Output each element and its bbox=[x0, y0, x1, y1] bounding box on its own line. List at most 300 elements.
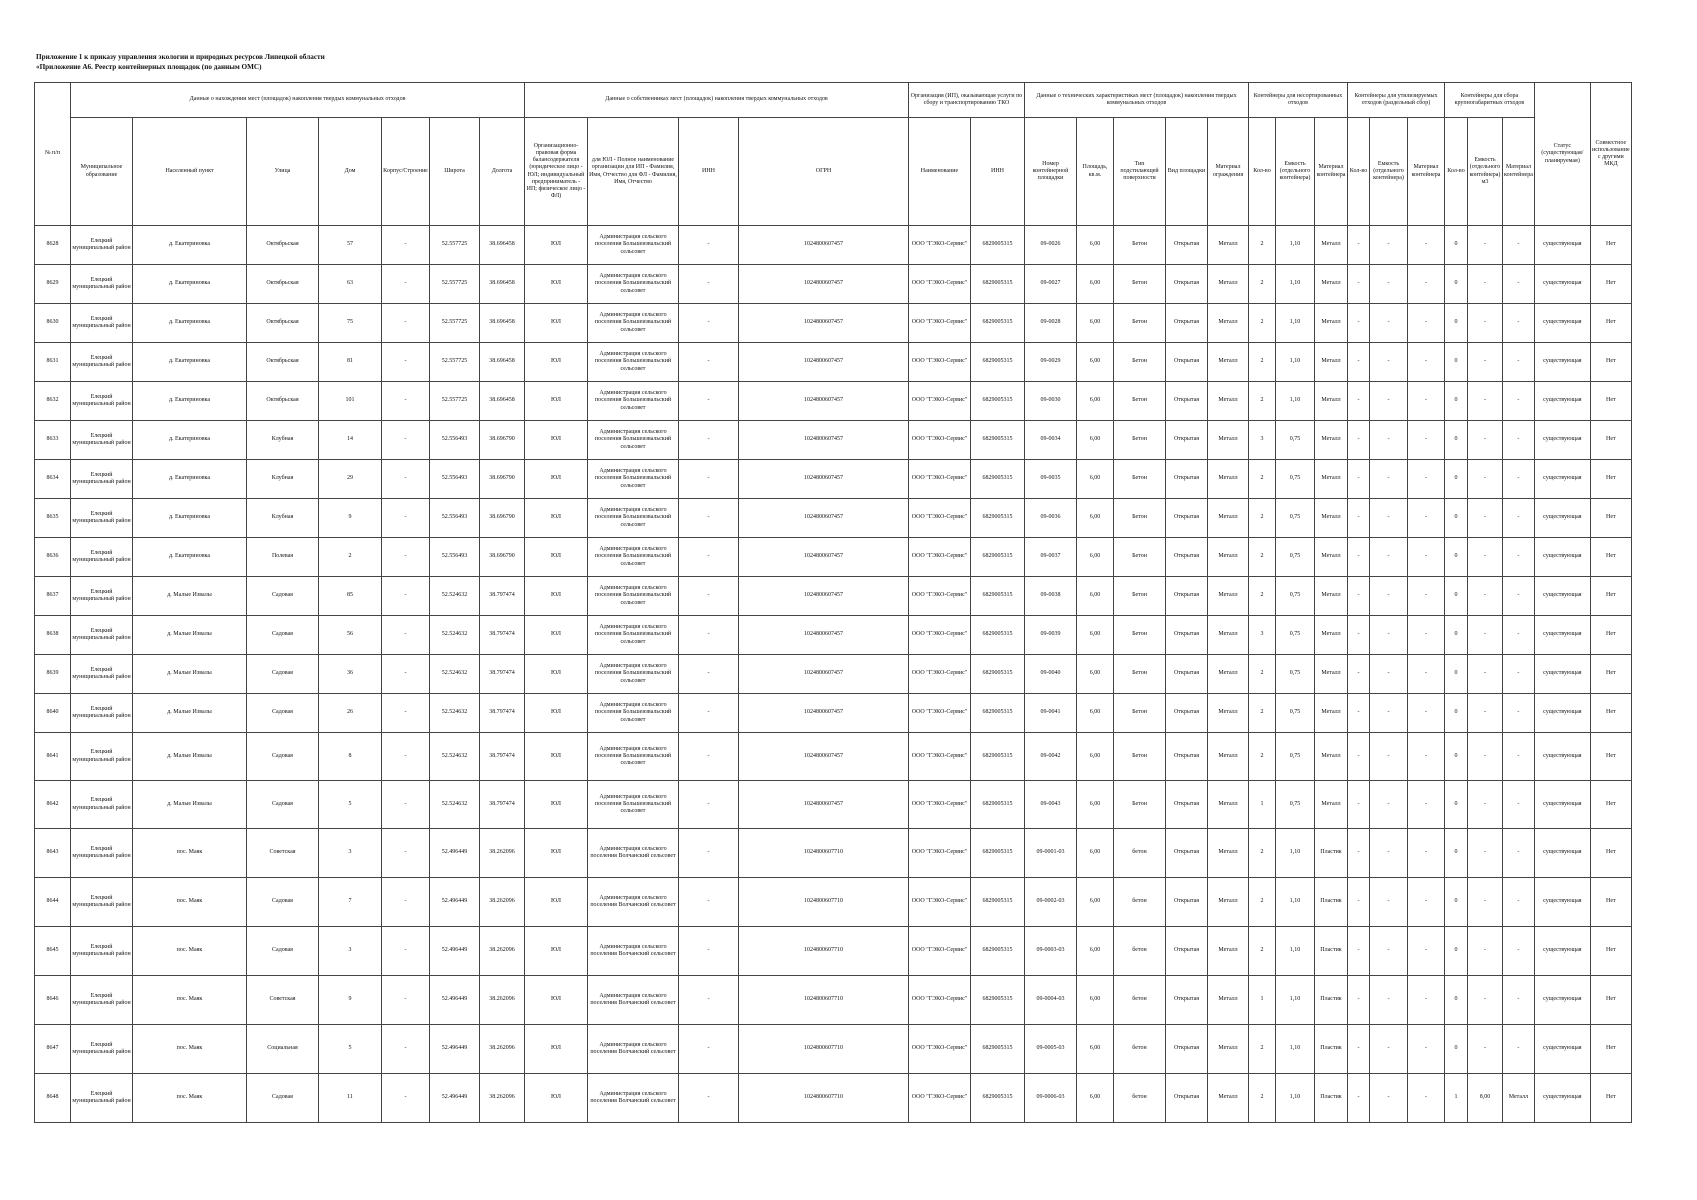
cell-shared: Нет bbox=[1590, 976, 1631, 1025]
col-municipality: Муниципальное образование bbox=[71, 118, 133, 226]
cell-bulky-material: - bbox=[1503, 976, 1535, 1025]
cell-unsorted-qty: 2 bbox=[1249, 577, 1276, 616]
cell-recycle-capacity: - bbox=[1370, 1074, 1408, 1123]
cell-bulky-qty: 0 bbox=[1445, 655, 1468, 694]
cell-recycle-material: - bbox=[1408, 538, 1445, 577]
cell-status: существующая bbox=[1534, 382, 1590, 421]
cell-legal-form: ЮЛ bbox=[525, 878, 588, 927]
cell-shared: Нет bbox=[1590, 538, 1631, 577]
cell-unsorted-material: Металл bbox=[1315, 226, 1348, 265]
cell-lat: 52.496449 bbox=[430, 878, 480, 927]
cell-org-name: ООО "ГЭКО-Сервис" bbox=[909, 343, 971, 382]
cell-recycle-capacity: - bbox=[1370, 829, 1408, 878]
cell-lat: 52.496449 bbox=[430, 927, 480, 976]
cell-lon: 38.696458 bbox=[480, 343, 525, 382]
cell-legal-form: ЮЛ bbox=[525, 304, 588, 343]
cell-fence: Металл bbox=[1208, 265, 1249, 304]
cell-building: - bbox=[382, 226, 430, 265]
cell-recycle-qty: - bbox=[1348, 499, 1370, 538]
cell-shared: Нет bbox=[1590, 616, 1631, 655]
cell-recycle-qty: - bbox=[1348, 733, 1370, 781]
cell-municipality: Елецкий муниципальный район bbox=[71, 829, 133, 878]
cell-lat: 52.496449 bbox=[430, 976, 480, 1025]
cell-recycle-material: - bbox=[1408, 1025, 1445, 1074]
cell-bulky-capacity: - bbox=[1468, 616, 1503, 655]
cell-municipality: Елецкий муниципальный район bbox=[71, 733, 133, 781]
cell-legal-form: ЮЛ bbox=[525, 538, 588, 577]
cell-recycle-qty: - bbox=[1348, 577, 1370, 616]
cell-building: - bbox=[382, 304, 430, 343]
cell-house: 3 bbox=[319, 829, 382, 878]
cell-recycle-qty: - bbox=[1348, 829, 1370, 878]
cell-org-inn: 6829005315 bbox=[971, 733, 1025, 781]
cell-site-type: Открытая bbox=[1166, 460, 1208, 499]
cell-fence: Металл bbox=[1208, 878, 1249, 927]
cell-bulky-qty: 1 bbox=[1445, 1074, 1468, 1123]
cell-recycle-qty: - bbox=[1348, 878, 1370, 927]
cell-bulky-qty: 0 bbox=[1445, 538, 1468, 577]
cell-house: 26 bbox=[319, 694, 382, 733]
cell-bulky-material: - bbox=[1503, 421, 1535, 460]
cell-inn: - bbox=[679, 304, 739, 343]
cell-unsorted-material: Металл bbox=[1315, 655, 1348, 694]
cell-num: 8633 bbox=[35, 421, 71, 460]
col-site-type: Вид площадки bbox=[1166, 118, 1208, 226]
cell-unsorted-material: Металл bbox=[1315, 499, 1348, 538]
group-bulky: Контейнеры для сбора крупногабаритных отходов bbox=[1445, 83, 1535, 118]
col-ogrn: ОГРН bbox=[739, 118, 909, 226]
cell-municipality: Елецкий муниципальный район bbox=[71, 694, 133, 733]
cell-org-inn: 6829005315 bbox=[971, 265, 1025, 304]
cell-shared: Нет bbox=[1590, 655, 1631, 694]
cell-lon: 38.696458 bbox=[480, 304, 525, 343]
cell-recycle-material: - bbox=[1408, 829, 1445, 878]
table-row bbox=[35, 1025, 1632, 1074]
cell-shared: Нет bbox=[1590, 382, 1631, 421]
cell-area: 6,00 bbox=[1077, 976, 1114, 1025]
cell-municipality: Елецкий муниципальный район bbox=[71, 878, 133, 927]
cell-recycle-qty: - bbox=[1348, 655, 1370, 694]
cell-org-name: ООО "ГЭКО-Сервис" bbox=[909, 1025, 971, 1074]
cell-municipality: Елецкий муниципальный район bbox=[71, 976, 133, 1025]
cell-org-name: ООО "ГЭКО-Сервис" bbox=[909, 733, 971, 781]
cell-bulky-material: - bbox=[1503, 1025, 1535, 1074]
cell-bulky-material: - bbox=[1503, 460, 1535, 499]
cell-area: 6,00 bbox=[1077, 616, 1114, 655]
cell-fence: Металл bbox=[1208, 694, 1249, 733]
cell-bulky-qty: 0 bbox=[1445, 733, 1468, 781]
table-row bbox=[35, 460, 1632, 499]
cell-recycle-capacity: - bbox=[1370, 878, 1408, 927]
cell-recycle-capacity: - bbox=[1370, 460, 1408, 499]
cell-bulky-qty: 0 bbox=[1445, 781, 1468, 829]
cell-street: Садовая bbox=[247, 694, 319, 733]
col-org-name: Наименование bbox=[909, 118, 971, 226]
cell-lon: 38.262096 bbox=[480, 1074, 525, 1123]
cell-building: - bbox=[382, 460, 430, 499]
cell-inn: - bbox=[679, 265, 739, 304]
header-line-2: «Приложение А6. Реестр контейнерных площадок (по данным ОМС) bbox=[36, 63, 262, 71]
cell-status: существующая bbox=[1534, 460, 1590, 499]
cell-bulky-capacity: - bbox=[1468, 829, 1503, 878]
cell-municipality: Елецкий муниципальный район bbox=[71, 460, 133, 499]
cell-settlement: д. Екатериновка bbox=[133, 538, 247, 577]
group-recycle: Контейнеры для утилизируемых отходов (раздельный сбор) bbox=[1348, 83, 1445, 118]
cell-surface: бетон bbox=[1114, 829, 1166, 878]
cell-site-no: 09-0034 bbox=[1025, 421, 1077, 460]
cell-bulky-material: Металл bbox=[1503, 1074, 1535, 1123]
cell-municipality: Елецкий муниципальный район bbox=[71, 265, 133, 304]
cell-building: - bbox=[382, 499, 430, 538]
cell-lat: 52.557725 bbox=[430, 226, 480, 265]
cell-surface: Бетон bbox=[1114, 421, 1166, 460]
cell-surface: Бетон bbox=[1114, 460, 1166, 499]
cell-house: 63 bbox=[319, 265, 382, 304]
cell-street: Клубная bbox=[247, 421, 319, 460]
cell-shared: Нет bbox=[1590, 343, 1631, 382]
cell-unsorted-capacity: 1,10 bbox=[1276, 304, 1315, 343]
cell-bulky-capacity: - bbox=[1468, 878, 1503, 927]
cell-org-inn: 6829005315 bbox=[971, 226, 1025, 265]
cell-bulky-material: - bbox=[1503, 781, 1535, 829]
cell-area: 6,00 bbox=[1077, 655, 1114, 694]
cell-legal-form: ЮЛ bbox=[525, 927, 588, 976]
cell-unsorted-capacity: 0,75 bbox=[1276, 694, 1315, 733]
cell-unsorted-capacity: 1,10 bbox=[1276, 927, 1315, 976]
col-recycle-capacity: Емкость (отдельного контейнера) bbox=[1370, 118, 1408, 226]
cell-unsorted-qty: 2 bbox=[1249, 655, 1276, 694]
cell-shared: Нет bbox=[1590, 733, 1631, 781]
header-line-1: Приложение 1 к приказу управления экологии и природных ресурсов Липецкой области bbox=[36, 53, 325, 61]
cell-house: 3 bbox=[319, 927, 382, 976]
cell-unsorted-capacity: 1,10 bbox=[1276, 1025, 1315, 1074]
cell-unsorted-material: Пластик bbox=[1315, 976, 1348, 1025]
cell-recycle-material: - bbox=[1408, 226, 1445, 265]
cell-settlement: д. Екатериновка bbox=[133, 382, 247, 421]
cell-settlement: д. Малые Извалы bbox=[133, 733, 247, 781]
cell-fence: Металл bbox=[1208, 226, 1249, 265]
cell-unsorted-qty: 2 bbox=[1249, 878, 1276, 927]
cell-status: существующая bbox=[1534, 616, 1590, 655]
cell-site-type: Открытая bbox=[1166, 499, 1208, 538]
cell-owner-name: Администрация сельского поселения Большеизвальский сельсовет bbox=[588, 733, 679, 781]
cell-municipality: Елецкий муниципальный район bbox=[71, 538, 133, 577]
cell-recycle-material: - bbox=[1408, 421, 1445, 460]
table-row bbox=[35, 421, 1632, 460]
cell-recycle-capacity: - bbox=[1370, 927, 1408, 976]
col-status: Статус (существующая/ планируемая) bbox=[1534, 83, 1590, 226]
cell-bulky-capacity: - bbox=[1468, 343, 1503, 382]
cell-area: 6,00 bbox=[1077, 304, 1114, 343]
cell-recycle-qty: - bbox=[1348, 265, 1370, 304]
cell-bulky-capacity: - bbox=[1468, 538, 1503, 577]
cell-org-inn: 6829005315 bbox=[971, 1025, 1025, 1074]
cell-building: - bbox=[382, 655, 430, 694]
cell-inn: - bbox=[679, 655, 739, 694]
cell-unsorted-capacity: 0,75 bbox=[1276, 781, 1315, 829]
cell-settlement: д. Екатериновка bbox=[133, 343, 247, 382]
cell-inn: - bbox=[679, 343, 739, 382]
table-row bbox=[35, 538, 1632, 577]
cell-fence: Металл bbox=[1208, 382, 1249, 421]
cell-street: Садовая bbox=[247, 655, 319, 694]
cell-municipality: Елецкий муниципальный район bbox=[71, 655, 133, 694]
cell-area: 6,00 bbox=[1077, 226, 1114, 265]
cell-lon: 38.797474 bbox=[480, 733, 525, 781]
cell-building: - bbox=[382, 538, 430, 577]
cell-legal-form: ЮЛ bbox=[525, 781, 588, 829]
cell-street: Октябрьская bbox=[247, 343, 319, 382]
cell-owner-name: Администрация сельского поселения Волчанский сельсовет bbox=[588, 1074, 679, 1123]
cell-lon: 38.262096 bbox=[480, 976, 525, 1025]
cell-bulky-capacity: - bbox=[1468, 421, 1503, 460]
cell-lat: 52.496449 bbox=[430, 829, 480, 878]
cell-org-inn: 6829005315 bbox=[971, 538, 1025, 577]
cell-site-no: 09-0006-03 bbox=[1025, 1074, 1077, 1123]
col-bulky-capacity: Емкость (отдельного контейнера) м3 bbox=[1468, 118, 1503, 226]
cell-status: существующая bbox=[1534, 499, 1590, 538]
cell-building: - bbox=[382, 265, 430, 304]
registry-table bbox=[34, 82, 1632, 1123]
cell-lon: 38.696458 bbox=[480, 265, 525, 304]
cell-recycle-material: - bbox=[1408, 577, 1445, 616]
cell-unsorted-material: Металл bbox=[1315, 781, 1348, 829]
cell-settlement: д. Малые Извалы bbox=[133, 577, 247, 616]
cell-unsorted-material: Металл bbox=[1315, 538, 1348, 577]
cell-lon: 38.797474 bbox=[480, 577, 525, 616]
cell-owner-name: Администрация сельского поселения Большеизвальский сельсовет bbox=[588, 499, 679, 538]
cell-area: 6,00 bbox=[1077, 927, 1114, 976]
cell-street: Клубная bbox=[247, 499, 319, 538]
cell-house: 101 bbox=[319, 382, 382, 421]
cell-bulky-qty: 0 bbox=[1445, 694, 1468, 733]
cell-area: 6,00 bbox=[1077, 878, 1114, 927]
table-row bbox=[35, 343, 1632, 382]
cell-bulky-material: - bbox=[1503, 655, 1535, 694]
cell-street: Полевая bbox=[247, 538, 319, 577]
cell-settlement: д. Екатериновка bbox=[133, 226, 247, 265]
cell-org-name: ООО "ГЭКО-Сервис" bbox=[909, 976, 971, 1025]
col-unsorted-capacity: Емкость (отдельного контейнера) bbox=[1276, 118, 1315, 226]
cell-fence: Металл bbox=[1208, 460, 1249, 499]
cell-fence: Металл bbox=[1208, 1025, 1249, 1074]
cell-recycle-material: - bbox=[1408, 460, 1445, 499]
cell-recycle-capacity: - bbox=[1370, 733, 1408, 781]
cell-site-no: 09-0035 bbox=[1025, 460, 1077, 499]
cell-bulky-qty: 0 bbox=[1445, 616, 1468, 655]
cell-num: 8641 bbox=[35, 733, 71, 781]
cell-area: 6,00 bbox=[1077, 499, 1114, 538]
cell-org-inn: 6829005315 bbox=[971, 878, 1025, 927]
cell-unsorted-qty: 3 bbox=[1249, 421, 1276, 460]
cell-inn: - bbox=[679, 538, 739, 577]
col-bulky-material: Материал контейнера bbox=[1503, 118, 1535, 226]
cell-unsorted-material: Пластик bbox=[1315, 1074, 1348, 1123]
cell-inn: - bbox=[679, 1074, 739, 1123]
cell-org-inn: 6829005315 bbox=[971, 421, 1025, 460]
cell-unsorted-qty: 2 bbox=[1249, 733, 1276, 781]
table-row bbox=[35, 616, 1632, 655]
cell-bulky-qty: 0 bbox=[1445, 976, 1468, 1025]
cell-site-type: Открытая bbox=[1166, 976, 1208, 1025]
cell-bulky-capacity: - bbox=[1468, 226, 1503, 265]
cell-recycle-capacity: - bbox=[1370, 226, 1408, 265]
col-lon: Долгота bbox=[480, 118, 525, 226]
cell-ogrn: 1024800607710 bbox=[739, 1074, 909, 1123]
cell-inn: - bbox=[679, 694, 739, 733]
group-owner: Данные о собственниках мест (площадок) накопления твердых коммунальных отходов bbox=[525, 83, 909, 118]
cell-recycle-qty: - bbox=[1348, 1074, 1370, 1123]
cell-unsorted-capacity: 1,10 bbox=[1276, 343, 1315, 382]
cell-bulky-capacity: - bbox=[1468, 655, 1503, 694]
cell-inn: - bbox=[679, 829, 739, 878]
cell-bulky-qty: 0 bbox=[1445, 927, 1468, 976]
group-unsorted: Контейнеры для несортированных отходов bbox=[1249, 83, 1348, 118]
cell-bulky-material: - bbox=[1503, 694, 1535, 733]
table-row bbox=[35, 927, 1632, 976]
cell-owner-name: Администрация сельского поселения Большеизвальский сельсовет bbox=[588, 577, 679, 616]
cell-lat: 52.496449 bbox=[430, 1025, 480, 1074]
cell-unsorted-material: Металл bbox=[1315, 460, 1348, 499]
cell-status: существующая bbox=[1534, 265, 1590, 304]
cell-status: существующая bbox=[1534, 421, 1590, 460]
cell-street: Советская bbox=[247, 976, 319, 1025]
cell-unsorted-qty: 2 bbox=[1249, 343, 1276, 382]
cell-status: существующая bbox=[1534, 781, 1590, 829]
col-num: № п/п bbox=[35, 83, 71, 226]
cell-owner-name: Администрация сельского поселения Волчанский сельсовет bbox=[588, 976, 679, 1025]
cell-lat: 52.496449 bbox=[430, 1074, 480, 1123]
cell-recycle-material: - bbox=[1408, 781, 1445, 829]
cell-org-name: ООО "ГЭКО-Сервис" bbox=[909, 781, 971, 829]
cell-owner-name: Администрация сельского поселения Волчанский сельсовет bbox=[588, 1025, 679, 1074]
cell-municipality: Елецкий муниципальный район bbox=[71, 343, 133, 382]
cell-house: 9 bbox=[319, 499, 382, 538]
cell-org-inn: 6829005315 bbox=[971, 499, 1025, 538]
cell-bulky-qty: 0 bbox=[1445, 878, 1468, 927]
cell-owner-name: Администрация сельского поселения Большеизвальский сельсовет bbox=[588, 460, 679, 499]
cell-settlement: д. Малые Извалы bbox=[133, 616, 247, 655]
cell-recycle-qty: - bbox=[1348, 927, 1370, 976]
cell-lon: 38.797474 bbox=[480, 655, 525, 694]
cell-org-name: ООО "ГЭКО-Сервис" bbox=[909, 538, 971, 577]
cell-street: Социальная bbox=[247, 1025, 319, 1074]
cell-status: существующая bbox=[1534, 655, 1590, 694]
cell-bulky-qty: 0 bbox=[1445, 382, 1468, 421]
cell-org-name: ООО "ГЭКО-Сервис" bbox=[909, 829, 971, 878]
cell-owner-name: Администрация сельского поселения Большеизвальский сельсовет bbox=[588, 616, 679, 655]
col-bulky-qty: Кол-во bbox=[1445, 118, 1468, 226]
cell-street: Советская bbox=[247, 829, 319, 878]
cell-surface: Бетон bbox=[1114, 265, 1166, 304]
cell-unsorted-qty: 2 bbox=[1249, 694, 1276, 733]
cell-area: 6,00 bbox=[1077, 1074, 1114, 1123]
cell-recycle-capacity: - bbox=[1370, 265, 1408, 304]
col-street: Улица bbox=[247, 118, 319, 226]
cell-owner-name: Администрация сельского поселения Большеизвальский сельсовет bbox=[588, 655, 679, 694]
cell-recycle-material: - bbox=[1408, 1074, 1445, 1123]
cell-ogrn: 1024800607457 bbox=[739, 655, 909, 694]
cell-unsorted-material: Металл bbox=[1315, 265, 1348, 304]
cell-recycle-material: - bbox=[1408, 733, 1445, 781]
cell-bulky-capacity: - bbox=[1468, 694, 1503, 733]
cell-surface: Бетон bbox=[1114, 538, 1166, 577]
cell-fence: Металл bbox=[1208, 927, 1249, 976]
cell-legal-form: ЮЛ bbox=[525, 382, 588, 421]
registry-body bbox=[35, 226, 1632, 1123]
cell-num: 8648 bbox=[35, 1074, 71, 1123]
cell-site-no: 09-0043 bbox=[1025, 781, 1077, 829]
cell-legal-form: ЮЛ bbox=[525, 421, 588, 460]
cell-building: - bbox=[382, 829, 430, 878]
cell-status: существующая bbox=[1534, 927, 1590, 976]
cell-bulky-capacity: - bbox=[1468, 733, 1503, 781]
cell-owner-name: Администрация сельского поселения Большеизвальский сельсовет bbox=[588, 226, 679, 265]
cell-unsorted-material: Металл bbox=[1315, 343, 1348, 382]
cell-unsorted-capacity: 1,10 bbox=[1276, 265, 1315, 304]
cell-unsorted-material: Металл bbox=[1315, 694, 1348, 733]
table-row bbox=[35, 878, 1632, 927]
cell-bulky-qty: 0 bbox=[1445, 226, 1468, 265]
cell-building: - bbox=[382, 927, 430, 976]
cell-fence: Металл bbox=[1208, 655, 1249, 694]
cell-site-no: 09-0005-03 bbox=[1025, 1025, 1077, 1074]
cell-org-name: ООО "ГЭКО-Сервис" bbox=[909, 577, 971, 616]
cell-site-no: 09-0027 bbox=[1025, 265, 1077, 304]
cell-building: - bbox=[382, 382, 430, 421]
cell-house: 5 bbox=[319, 781, 382, 829]
cell-inn: - bbox=[679, 226, 739, 265]
cell-unsorted-qty: 2 bbox=[1249, 829, 1276, 878]
col-org-inn: ИНН bbox=[971, 118, 1025, 226]
cell-area: 6,00 bbox=[1077, 538, 1114, 577]
cell-ogrn: 1024800607710 bbox=[739, 878, 909, 927]
cell-building: - bbox=[382, 1025, 430, 1074]
cell-bulky-qty: 0 bbox=[1445, 1025, 1468, 1074]
cell-recycle-material: - bbox=[1408, 265, 1445, 304]
cell-num: 8638 bbox=[35, 616, 71, 655]
cell-bulky-material: - bbox=[1503, 616, 1535, 655]
cell-bulky-qty: 0 bbox=[1445, 460, 1468, 499]
cell-settlement: пос. Маяк bbox=[133, 1074, 247, 1123]
cell-owner-name: Администрация сельского поселения Волчанский сельсовет bbox=[588, 829, 679, 878]
cell-bulky-qty: 0 bbox=[1445, 421, 1468, 460]
cell-owner-name: Администрация сельского поселения Большеизвальский сельсовет bbox=[588, 304, 679, 343]
cell-inn: - bbox=[679, 878, 739, 927]
cell-num: 8646 bbox=[35, 976, 71, 1025]
cell-building: - bbox=[382, 343, 430, 382]
cell-site-type: Открытая bbox=[1166, 927, 1208, 976]
cell-recycle-capacity: - bbox=[1370, 304, 1408, 343]
cell-recycle-material: - bbox=[1408, 655, 1445, 694]
cell-street: Садовая bbox=[247, 878, 319, 927]
cell-shared: Нет bbox=[1590, 499, 1631, 538]
cell-recycle-qty: - bbox=[1348, 781, 1370, 829]
table-row bbox=[35, 829, 1632, 878]
cell-site-type: Открытая bbox=[1166, 1025, 1208, 1074]
cell-recycle-material: - bbox=[1408, 927, 1445, 976]
cell-org-inn: 6829005315 bbox=[971, 976, 1025, 1025]
cell-house: 11 bbox=[319, 1074, 382, 1123]
cell-building: - bbox=[382, 781, 430, 829]
col-legal-form: Организационно-правовая форма балансодержателя (юридическое лицо - ЮЛ; индивидуальный предприниматель - ИП; физическое лицо - ФЛ) bbox=[525, 118, 588, 226]
cell-settlement: д. Екатериновка bbox=[133, 304, 247, 343]
cell-unsorted-qty: 2 bbox=[1249, 304, 1276, 343]
cell-fence: Металл bbox=[1208, 577, 1249, 616]
cell-org-inn: 6829005315 bbox=[971, 829, 1025, 878]
cell-bulky-capacity: - bbox=[1468, 460, 1503, 499]
cell-site-no: 09-0039 bbox=[1025, 616, 1077, 655]
